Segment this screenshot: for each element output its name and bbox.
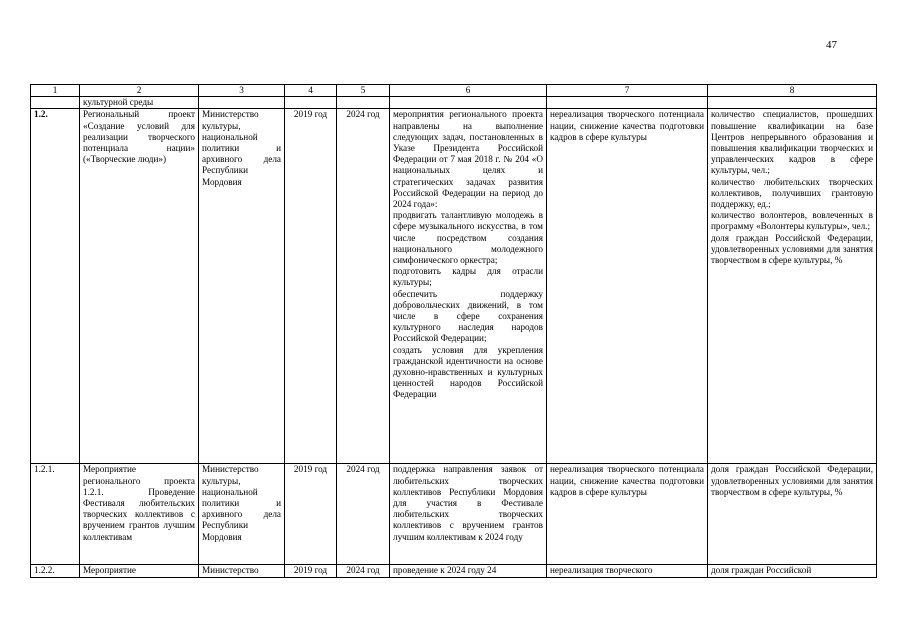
- tasks-text: мероприятия регионального проекта направлены на выполнение следующих задач, постановленных в Указе Президента Российской Федерации от 7 мая 2018 г. № 204 «О национальных целях и стратегических задачах развития Российской Федерации на период до 2024 года»: продвигать талантливую молодежь в сфере музыкального искусства, в том числе посредством создания национального молодежного симфонического оркестра; подготовить кадры для отрасли культуры; обеспечить поддержку добровольческих движений, в том числе в сфере сохранения культурного наследия народов Российской Федерации; создать условия для укрепления гражданской идентичности на основе духовно-нравственных и культурных ценностей народов Российской Федерации: [390, 109, 547, 464]
- table-row: [31, 97, 877, 109]
- project-name: Мероприятие регионального проекта 1.2.1. Проведение Фестиваля любительских творческих коллективов с вручением грантов лучшим коллективам: [80, 464, 199, 565]
- column-number: 3: [199, 85, 285, 97]
- column-number: 2: [80, 85, 199, 97]
- risks-text: [547, 97, 708, 109]
- column-number: 6: [390, 85, 547, 97]
- column-number: 4: [285, 85, 337, 97]
- end-year: [337, 97, 390, 109]
- indicators-text: доля граждан Российской Федерации, удовлетворенных условиями для занятия творчеством в сфере культуры, %: [708, 464, 877, 565]
- column-number: 5: [337, 85, 390, 97]
- project-name: Региональный проект «Создание условий для реализации творческого потенциала нации» («Творческие люди»): [80, 109, 199, 464]
- risks-text: нереализация творческого: [547, 565, 708, 577]
- row-number: 1.2.1.: [31, 464, 80, 565]
- end-year: 2024 год: [337, 109, 390, 464]
- end-year: 2024 год: [337, 565, 390, 577]
- indicators-text: количество специалистов, прошедших повышение квалификации на базе Центров непрерывного образования и повышения квалификации творческих и управленческих кадров в сфере культуры, чел.; количество любительских творческих коллективов, получивших грантовую поддержку, ед.; количество волонтеров, вовлеченных в программу «Волонтеры культуры», чел.; доля граждан Российской Федерации, удовлетворенных условиями для занятия творчеством в сфере культуры, %: [708, 109, 877, 464]
- responsible-agency: Министерство: [199, 565, 285, 577]
- responsible-agency: Министерство культуры, национальной политики и архивного дела Республики Мордовия: [199, 464, 285, 565]
- end-year: 2024 год: [337, 464, 390, 565]
- column-number: 1: [31, 85, 80, 97]
- start-year: 2019 год: [285, 464, 337, 565]
- tasks-text: поддержка направления заявок от любительских творческих коллективов Республики Мордовия для участия в Фестивале любительских творческих коллективов с вручением грантов лучшим коллективам к 2024 году: [390, 464, 547, 565]
- responsible-agency: [199, 97, 285, 109]
- risks-text: нереализация творческого потенциала нации, снижение качества подготовки кадров в сфере культуры: [547, 464, 708, 565]
- start-year: [285, 97, 337, 109]
- table-row: [31, 565, 877, 577]
- column-number: 8: [708, 85, 877, 97]
- table-row: [31, 109, 877, 464]
- responsible-agency: Министерство культуры, национальной политики и архивного дела Республики Мордовия: [199, 109, 285, 464]
- table-row: [31, 464, 877, 565]
- start-year: 2019 год: [285, 565, 337, 577]
- indicators-text: [708, 97, 877, 109]
- row-number: [31, 97, 80, 109]
- column-numbers-row: [31, 85, 877, 97]
- page-number: 47: [826, 39, 837, 51]
- tasks-text: [390, 97, 547, 109]
- row-number: 1.2.2.: [31, 565, 80, 577]
- risks-text: нереализация творческого потенциала нации, снижение качества подготовки кадров в сфере культуры: [547, 109, 708, 464]
- row-number: 1.2.: [31, 109, 80, 464]
- project-name: культурной среды: [80, 97, 199, 109]
- plan-table: [30, 84, 877, 578]
- indicators-text: доля граждан Российской: [708, 565, 877, 577]
- start-year: 2019 год: [285, 109, 337, 464]
- column-number: 7: [547, 85, 708, 97]
- tasks-text: проведение к 2024 году 24: [390, 565, 547, 577]
- project-name: Мероприятие: [80, 565, 199, 577]
